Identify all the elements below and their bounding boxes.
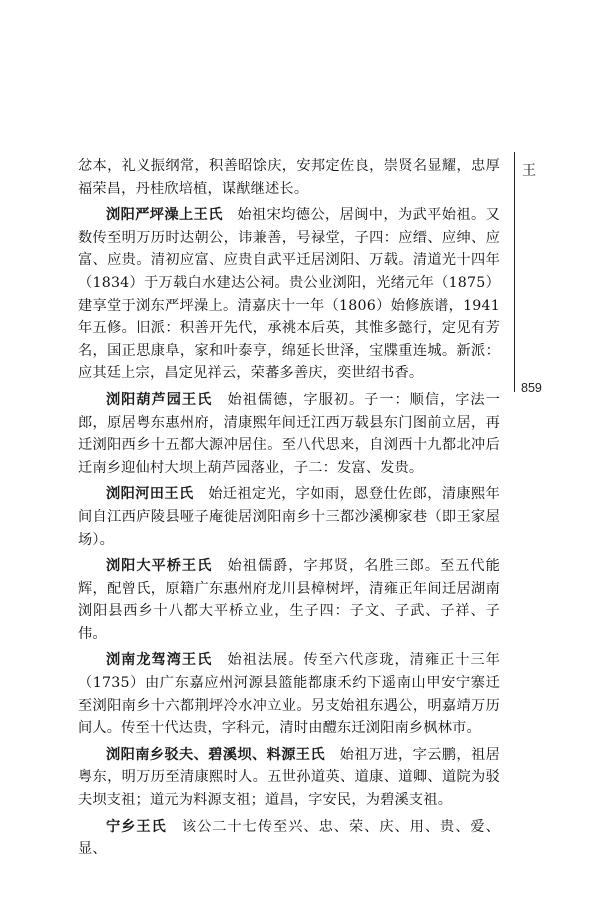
entry-heading: 浏阳严坪澡上王氏 xyxy=(106,207,223,224)
page-number: 859 xyxy=(521,381,542,395)
paragraph-nanxiang-wang xyxy=(78,744,500,812)
margin-rule xyxy=(514,152,515,392)
paragraph-longjiawan-wang xyxy=(78,649,500,739)
paragraph-dapingqiao-wang xyxy=(78,555,500,645)
entry-heading: 浏南龙驾湾王氏 xyxy=(106,652,213,669)
paragraph-text: 始祖万进，字云鹏，祖居粤东，明万历至清康熙时人。五世孙道英、道康、道卿、道院为驳夫坝支祖；道元为料源支祖；道昌，字安民，为碧溪支祖。 xyxy=(78,746,500,809)
paragraph-text: 始祖宋均德公，居闽中，为武平始祖。又数传至明万历时达朝公，讳兼善，号禄堂，子四：应缙、应绅、应富、应贵。清初应富、应贵自武平迁居浏阳、万载。清道光十四年（1834）于万载白水建达公祠。贵公业浏阳，光绪元年（1875）建享堂于浏东严坪澡上。清嘉庆十一年（1806）始修族谱，1941年五修。旧派：积善开先代，承祧本后英，其惟多懿行，定见有芳名，国正思康阜，家和叶泰亨，绵延长世泽，宝牒重连城。新派：应其廷上宗，昌定见祥云，荣蕃多善庆，奕世绍书香。 xyxy=(78,207,500,382)
body-text xyxy=(78,155,500,861)
entry-heading: 宁乡王氏 xyxy=(106,818,167,835)
paragraph-continuation xyxy=(78,155,500,200)
paragraph-hulu-yuan-wang xyxy=(78,389,500,479)
paragraph-text: 该公二十七传至兴、忠、荣、庆、用、贵、爱、显、 xyxy=(78,818,500,858)
paragraph-ningxiang-wang xyxy=(78,816,500,861)
paragraph-text: 始祖法展。传至六代彦珑，清雍正十三年（1735）由广东嘉应州河源县篮能都康禾约下遥南山甲安宁寨迁至浏阳南乡十六都荆坪冷水冲立业。另支始祖东遇公，明嘉靖万历间人。传至十代达贵，字科元，清时由醴东迁浏阳南乡枫林市。 xyxy=(78,652,500,737)
paragraph-text: 忿本，礼义振纲常，积善昭馀庆，安邦定佐良，崇贤名显耀，忠厚福荣昌，丹桂欣培植，谋猷继述长。 xyxy=(78,158,500,197)
side-surname-label: 王 xyxy=(522,163,536,179)
paragraph-hetian-wang xyxy=(78,483,500,551)
entry-heading: 浏阳河田王氏 xyxy=(106,486,194,503)
paragraph-text: 始祖儒爵，字邦贤，名胜三郎。至五代能辉，配曾氏，原籍广东惠州府龙川县樟树坪，清雍正年间迁居湖南浏阳县西乡十八都大平桥立业，生子四：子文、子武、子祥、子伟。 xyxy=(78,558,500,642)
entry-heading: 浏阳南乡驳夫、碧溪坝、料源王氏 xyxy=(106,746,325,763)
paragraph-text: 始迁祖定光，字如雨，恩登仕佐郎，清康熙年间自江西庐陵县哑子庵徙居浏阳南乡十三都沙溪柳家巷（即王家屋场）。 xyxy=(78,486,501,548)
paragraph-text: 始祖儒德，字服初。子一：顺信，字法一郎，原居粤东惠州府，清康熙年间迁江西万载县东门图前立居，再迁浏阳西乡十五都大源冲居住。至八代思来，自浏西十九都北冲后迁南乡迎仙村大坝上葫芦园落业，子二：发富、发贵。 xyxy=(78,391,500,476)
entry-heading: 浏阳大平桥王氏 xyxy=(106,558,213,575)
paragraph-yanping-wang xyxy=(78,204,500,385)
entry-heading: 浏阳葫芦园王氏 xyxy=(106,391,213,408)
